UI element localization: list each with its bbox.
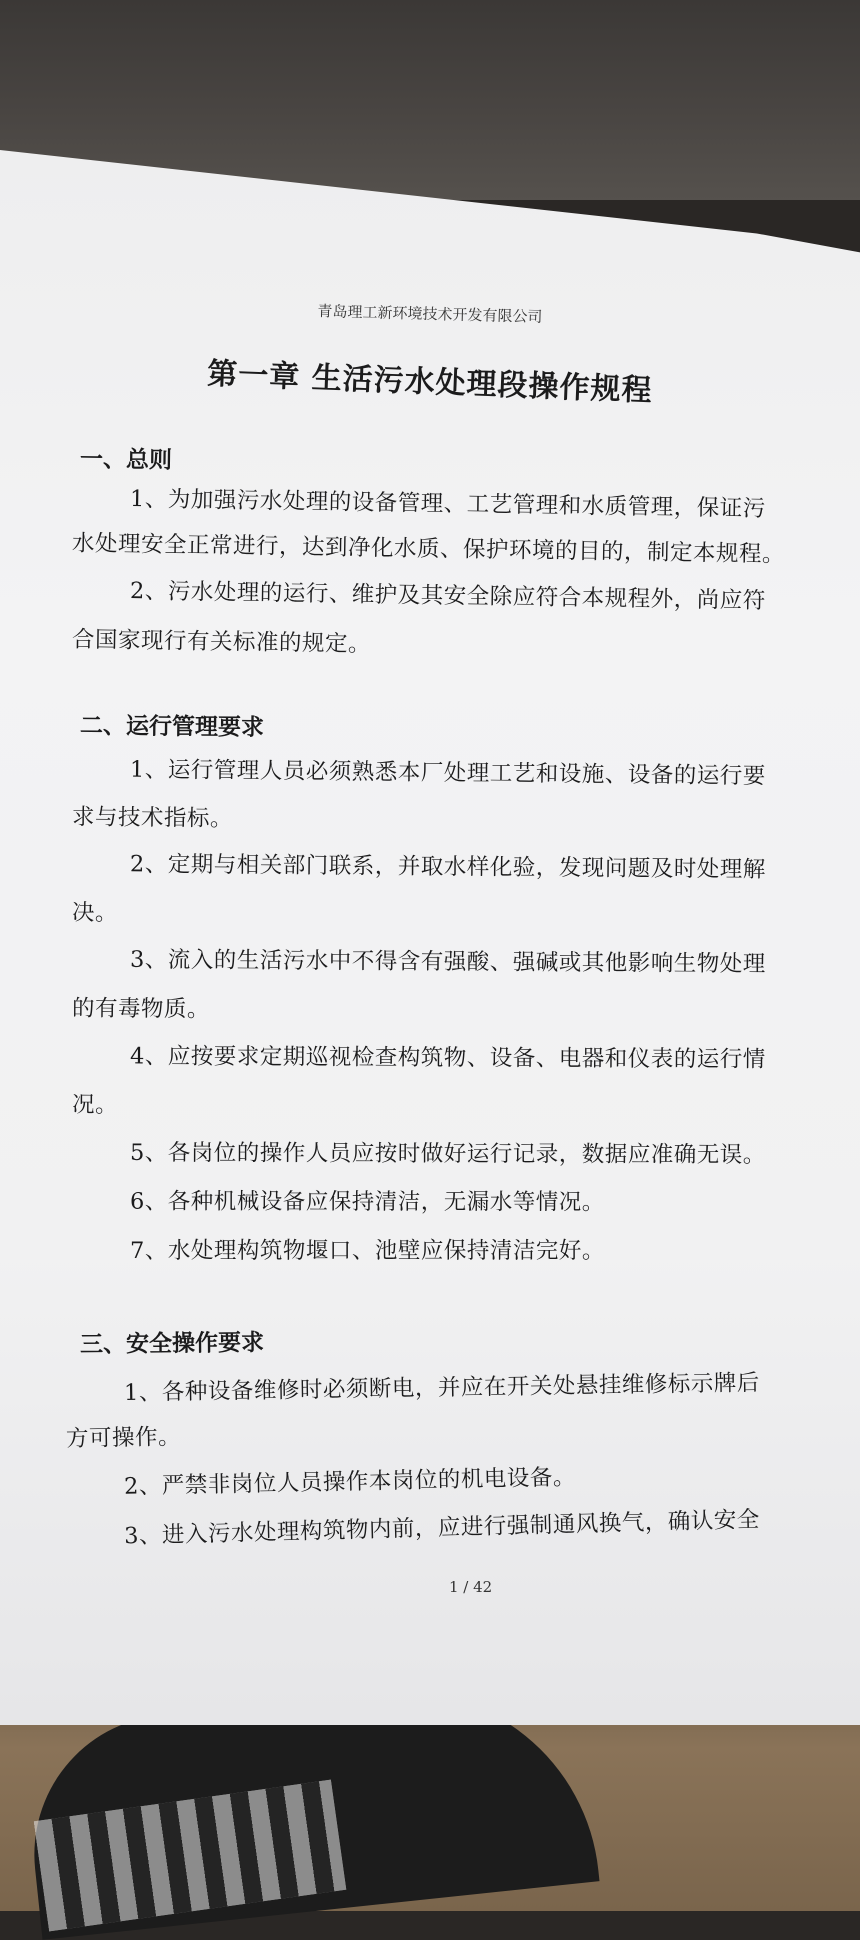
body-line: 3、进入污水处理构筑物内前，应进行强制通风换气，确认安全 — [123, 1506, 761, 1550]
body-line: 的有毒物质。 — [71, 995, 211, 1023]
company-header: 青岛理工新环境技术开发有限公司 — [317, 302, 543, 326]
body-line: 方可操作。 — [65, 1423, 182, 1453]
body-line: 决。 — [71, 899, 119, 927]
chapter-title: 第一章 生活污水处理段操作规程 — [206, 356, 654, 409]
body-line: 水处理安全正常进行，达到净化水质、保护环境的目的，制定本规程。 — [71, 530, 786, 568]
body-line: 合国家现行有关标准的规定。 — [71, 626, 372, 658]
section-heading: 三、安全操作要求 — [79, 1330, 265, 1358]
section-heading: 一、总则 — [79, 446, 173, 474]
body-line: 5、各岗位的操作人员应按时做好运行记录，数据应准确无误。 — [129, 1139, 766, 1169]
body-line: 2、定期与相关部门联系，并取水样化验，发现问题及时处理解 — [129, 851, 766, 883]
body-line: 1、为加强污水处理的设备管理、工艺管理和水质管理，保证污 — [129, 486, 766, 522]
body-line: 3、流入的生活污水中不得含有强酸、强碱或其他影响生物处理 — [129, 946, 766, 978]
body-line: 2、严禁非岗位人员操作本岗位的机电设备。 — [123, 1464, 577, 1500]
body-line: 6、各种机械设备应保持清洁，无漏水等情况。 — [129, 1188, 605, 1216]
body-line: 2、污水处理的运行、维护及其安全除应符合本规程外，尚应符 — [129, 578, 766, 614]
page-number: 1 / 42 — [449, 1578, 493, 1596]
body-line: 1、各种设备维修时必须断电，并应在开关处悬挂维修标示牌后 — [123, 1370, 761, 1406]
section-heading: 二、运行管理要求 — [79, 713, 265, 741]
body-line: 况。 — [71, 1091, 119, 1119]
body-line: 求与技术指标。 — [71, 804, 234, 832]
body-line: 7、水处理构筑物堰口、池壁应保持清洁完好。 — [130, 1238, 605, 1264]
body-line: 4、应按要求定期巡视检查构筑物、设备、电器和仪表的运行情 — [129, 1043, 766, 1073]
body-line: 1、运行管理人员必须熟悉本厂处理工艺和设施、设备的运行要 — [129, 756, 766, 790]
